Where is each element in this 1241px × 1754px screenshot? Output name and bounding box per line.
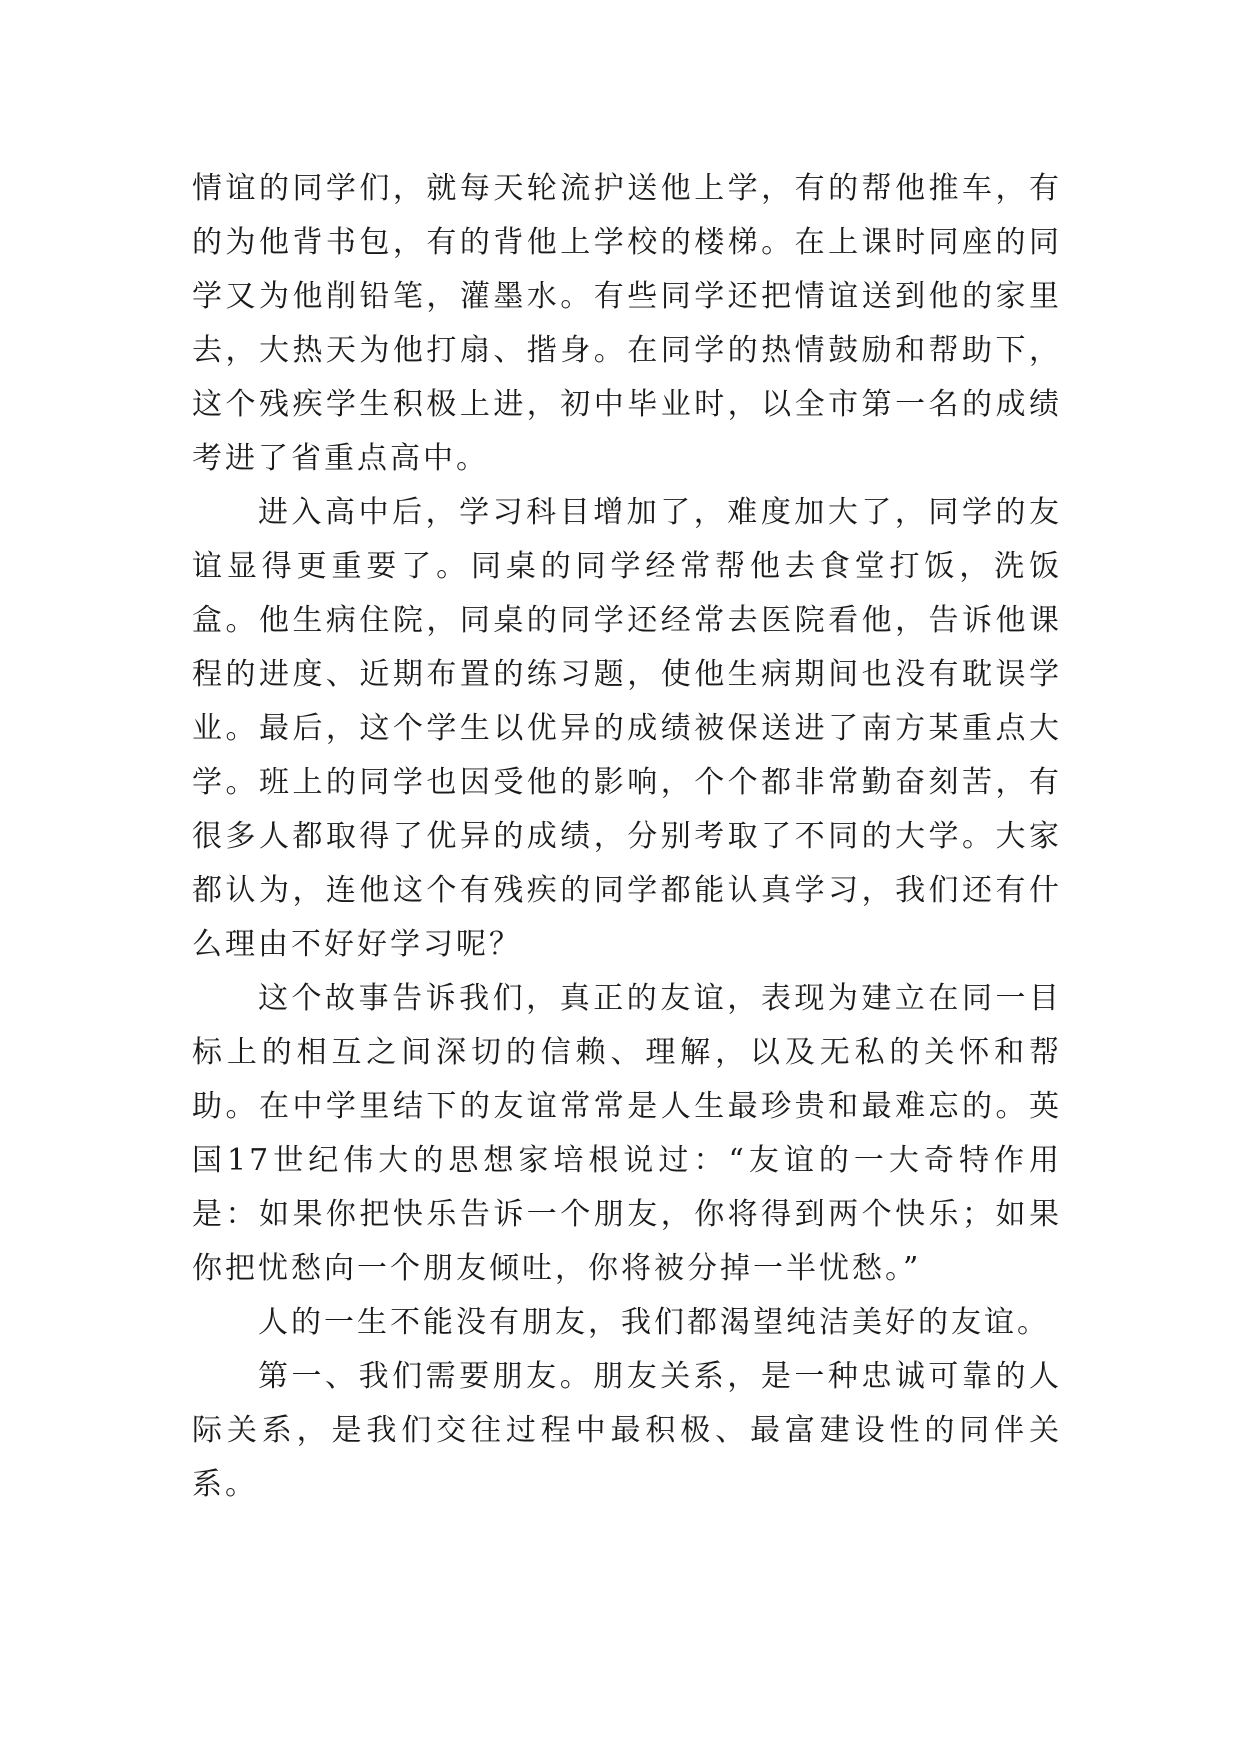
paragraph-4: 人的一生不能没有朋友，我们都渴望纯洁美好的友谊。 <box>258 1305 1050 1340</box>
paragraph-1: 情谊的同学们，就每天轮流护送他上学，有的帮他推车，有的为他背书包，有的背他上学校的楼梯。在上课时同座的同学又为他削铅笔，灌墨水。有些同学还把情谊送到他的家里去，大热天为他打扇、揩身。在同学的热情鼓励和帮助下，这个残疾学生积极上进，初中毕业时，以全市第一名的成绩考进了省重点高中。 <box>192 171 1062 476</box>
paragraph-2: 进入高中后，学习科目增加了，难度加大了，同学的友谊显得更重要了。同桌的同学经常帮他去食堂打饭，洗饭盒。他生病住院，同桌的同学还经常去医院看他，告诉他课程的进度、近期布置的练习题，使他生病期间也没有耽误学业。最后，这个学生以优异的成绩被保送进了南方某重点大学。班上的同学也因受他的影响，个个都非常勤奋刻苦，有很多人都取得了优异的成绩，分别考取了不同的大学。大家都认为，连他这个有残疾的同学都能认真学习，我们还有什么理由不好好学习呢？ <box>192 495 1062 962</box>
document-body <box>192 162 1062 1512</box>
paragraph-5: 第一、我们需要朋友。朋友关系，是一种忠诚可靠的人际关系，是我们交往过程中最积极、最富建设性的同伴关系。 <box>192 1359 1062 1502</box>
paragraph-3: 这个故事告诉我们，真正的友谊，表现为建立在同一目标上的相互之间深切的信赖、理解，以及无私的关怀和帮助。在中学里结下的友谊常常是人生最珍贵和最难忘的。英国17世纪伟大的思想家培根说过：“友谊的一大奇特作用是：如果你把快乐告诉一个朋友，你将得到两个快乐；如果你把忧愁向一个朋友倾吐，你将被分掉一半忧愁。” <box>192 981 1062 1286</box>
